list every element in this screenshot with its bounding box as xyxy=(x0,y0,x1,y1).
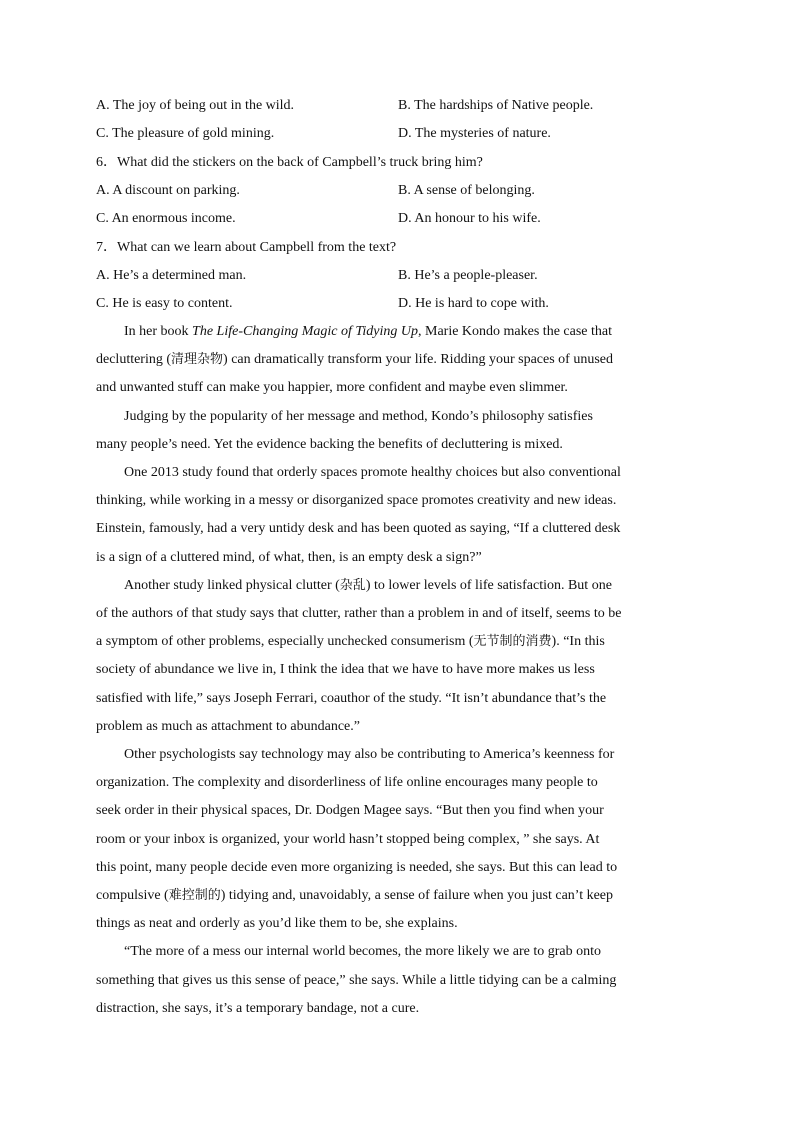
paragraph-line: and unwanted stuff can make you happier, more confident and maybe even slimmer. xyxy=(96,380,568,396)
q5-options-row-1 xyxy=(96,92,700,120)
q5-option-c[interactable]: C. The pleasure of gold mining. xyxy=(96,126,275,141)
book-title: The Life-Changing Magic of Tidying Up xyxy=(192,324,418,339)
text-run: In her book xyxy=(124,324,193,339)
paragraph-line: things as neat and orderly as you’d like them to be, she explains. xyxy=(96,916,458,932)
paragraph-line: thinking, while working in a messy or disorganized space promotes creativity and new ideas. xyxy=(96,493,617,509)
paragraph-line: organization. The complexity and disorderliness of life online encourages many people to xyxy=(96,775,598,791)
paragraph-line: is a sign of a cluttered mind, of what, then, is an empty desk a sign?” xyxy=(96,549,482,565)
text-run: decluttering ( xyxy=(96,352,172,368)
q7-option-d[interactable]: D. He is hard to cope with. xyxy=(398,296,549,311)
passage-paragraph-5 xyxy=(96,741,700,938)
paragraph-line: One 2013 study found that orderly spaces promote healthy choices but also conventional xyxy=(124,465,621,481)
paragraph-line: something that gives us this sense of peace,” she says. While a little tidying can be a calming xyxy=(96,972,617,988)
passage-paragraph-6 xyxy=(96,938,700,1023)
paragraph-line: Other psychologists say technology may also be contributing to America’s keenness for xyxy=(124,747,615,763)
paragraph-line: Einstein, famously, had a very untidy desk and has been quoted as saying, “If a cluttered desk xyxy=(96,521,621,537)
paragraph-line xyxy=(96,572,700,600)
q7-options-row-2 xyxy=(96,290,700,318)
q6-option-d[interactable]: D. An honour to his wife. xyxy=(398,211,541,226)
paragraph-line: seek order in their physical spaces, Dr. Dodgen Magee says. “But then you find when your xyxy=(96,803,604,819)
q7-options-row-1 xyxy=(96,262,700,290)
q6-options-row-2 xyxy=(96,205,700,233)
paragraph-line xyxy=(96,346,700,374)
q7-option-b[interactable]: B. He’s a people-pleaser. xyxy=(398,268,538,283)
chinese-gloss: 难控制的 xyxy=(168,888,221,904)
paragraph-line: problem as much as attachment to abundance.” xyxy=(96,718,360,734)
passage-paragraph-2 xyxy=(96,403,700,459)
text-run: ). “In this xyxy=(551,634,605,650)
q5-option-a[interactable]: A. The joy of being out in the wild. xyxy=(96,98,295,113)
question-7: 7．What can we learn about Campbell from the text? xyxy=(96,240,397,255)
paragraph-line: distraction, she says, it’s a temporary bandage, not a cure. xyxy=(96,1000,420,1016)
paragraph-line xyxy=(96,882,700,910)
exam-page xyxy=(96,92,700,1023)
q7-option-c[interactable]: C. He is easy to content. xyxy=(96,296,233,311)
paragraph-line xyxy=(96,318,700,346)
text-run: ) to lower levels of life satisfaction. But one xyxy=(365,577,612,593)
paragraph-line: of the authors of that study says that clutter, rather than a problem in and of itself, seems to be xyxy=(96,606,622,622)
paragraph-line: satisfied with life,” says Joseph Ferrari, coauthor of the study. “It isn’t abundance that’s the xyxy=(96,690,607,706)
paragraph-line: room or your inbox is organized, your world hasn’t stopped being complex, ” she says. At xyxy=(96,831,600,847)
q5-option-d[interactable]: D. The mysteries of nature. xyxy=(398,126,551,141)
chinese-gloss: 清理杂物 xyxy=(171,352,224,368)
paragraph-line: many people’s need. Yet the evidence backing the benefits of decluttering is mixed. xyxy=(96,436,563,452)
passage-paragraph-4 xyxy=(96,572,700,741)
passage-paragraph-1 xyxy=(96,318,700,403)
q6-options-row-1 xyxy=(96,177,700,205)
q7-option-a[interactable]: A. He’s a determined man. xyxy=(96,268,247,283)
question-6: 6．What did the stickers on the back of Campbell’s truck bring him? xyxy=(96,155,483,170)
q5-option-b[interactable]: B. The hardships of Native people. xyxy=(398,98,594,113)
text-run: , Marie Kondo makes the case that xyxy=(418,324,612,339)
passage-paragraph-3 xyxy=(96,459,700,572)
text-run: Another study linked physical clutter ( xyxy=(124,577,340,593)
text-run: compulsive ( xyxy=(96,888,169,904)
paragraph-line: Judging by the popularity of her message and method, Kondo’s philosophy satisfies xyxy=(124,408,593,424)
q5-options-row-2 xyxy=(96,120,700,148)
q6-option-a[interactable]: A. A discount on parking. xyxy=(96,183,240,198)
text-run: a symptom of other problems, especially unchecked consumerism ( xyxy=(96,634,474,650)
chinese-gloss: 无节制的消费 xyxy=(473,634,552,650)
q6-option-b[interactable]: B. A sense of belonging. xyxy=(398,183,535,198)
paragraph-line: society of abundance we live in, I think the idea that we have to have more makes us less xyxy=(96,662,595,678)
chinese-gloss: 杂乱 xyxy=(339,577,366,593)
paragraph-line: “The more of a mess our internal world becomes, the more likely we are to grab onto xyxy=(124,944,602,960)
paragraph-line xyxy=(96,628,700,656)
paragraph-line: this point, many people decide even more organizing is needed, she says. But this can lead to xyxy=(96,859,618,875)
q6-option-c[interactable]: C. An enormous income. xyxy=(96,211,236,226)
text-run: ) can dramatically transform your life. Ridding your spaces of unused xyxy=(223,352,613,368)
text-run: ) tidying and, unavoidably, a sense of failure when you just can’t keep xyxy=(220,888,614,904)
